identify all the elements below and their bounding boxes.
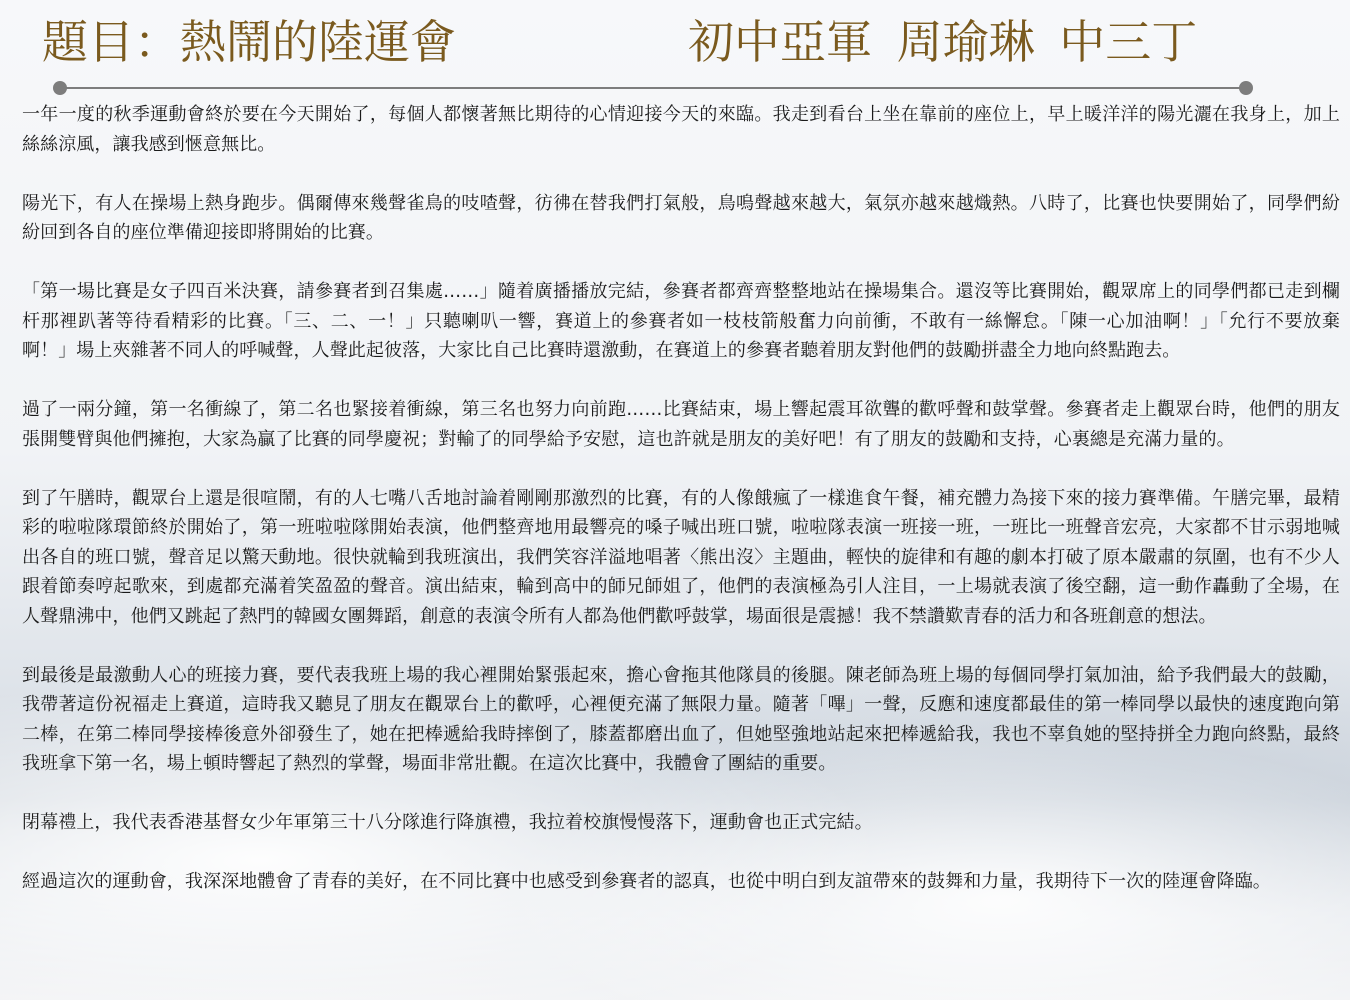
header (0, 0, 1350, 100)
essay-body (22, 100, 1340, 926)
paragraph-5: 到了午膳時，觀眾台上還是很喧鬧，有的人七嘴八舌地討論着剛剛那激烈的比賽，有的人像餓瘋了一樣進食午餐，補充體力為接下來的接力賽準備。午膳完畢，最精彩的啦啦隊環節終於開始了，第一班啦啦隊開始表演，他們整齊地用最響亮的嗓子喊出班口號，啦啦隊表演一班接一班，一班比一班聲音宏亮，大家都不甘示弱地喊出各自的班口號，聲音足以驚天動地。很快就輪到我班演出，我們笑容洋溢地唱著〈熊出沒〉主題曲，輕快的旋律和有趣的劇本打破了原本嚴肅的氛圍，也有不少人跟着節奏哼起歌來，到處都充滿着笑盈盈的聲音。演出結束，輪到高中的師兄師姐了，他們的表演極為引人注目，一上場就表演了後空翻，這一動作轟動了全場，在人聲鼎沸中，他們又跳起了熱門的韓國女團舞蹈，創意的表演令所有人都為他們歡呼鼓掌，場面很是震撼！我不禁讚歎青春的活力和各班創意的想法。 (22, 487, 1340, 627)
paragraph-4: 過了一兩分鐘，第一名衝線了，第二名也緊接着衝線，第三名也努力向前跑……比賽結束，場上響起震耳欲聾的歡呼聲和鼓掌聲。參賽者走上觀眾台時，他們的朋友張開雙臂與他們擁抱，大家為贏了比賽的同學慶祝；對輸了的同學給予安慰，這也許就是朋友的美好吧！有了朋友的鼓勵和支持，心裏總是充滿力量的。 (22, 399, 1340, 450)
essay-title: 題目：熱鬧的陸運會 (42, 15, 456, 69)
divider-right-dot (1239, 81, 1253, 95)
paragraph-3: 「第一場比賽是女子四百米決賽，請參賽者到召集處……」隨着廣播播放完結，參賽者都齊齊整整地站在操場集合。還沒等比賽開始，觀眾席上的同學們都已走到欄杆那裡趴著等待看精彩的比賽。「三、二、一！」只聽喇叭一響，賽道上的參賽者如一枝枝箭般奮力向前衝，不敢有一絲懈怠。「陳一心加油啊！」「允行不要放棄啊！」場上夾雜著不同人的呼喊聲，人聲此起彼落，大家比自己比賽時還激動，在賽道上的參賽者聽着朋友對他們的鼓勵拼盡全力地向終點跑去。 (22, 281, 1340, 361)
paragraph-6: 到最後是最激動人心的班接力賽，要代表我班上場的我心裡開始緊張起來，擔心會拖其他隊員的後腿。陳老師為班上場的每個同學打氣加油，給予我們最大的鼓勵，我帶著這份祝福走上賽道，這時我又聽見了朋友在觀眾台上的歡呼，心裡便充滿了無限力量。隨著「嗶」一聲，反應和速度都最佳的第一棒同學以最快的速度跑向第二棒，在第二棒同學接棒後意外卻發生了，她在把棒遞給我時摔倒了，膝蓋都磨出血了，但她堅強地站起來把棒遞給我，我也不辜負她的堅持拼全力跑向終點，最終我班拿下第一名，場上頓時響起了熱烈的掌聲，場面非常壯觀。在這次比賽中，我體會了團結的重要。 (22, 664, 1340, 774)
title-divider (60, 87, 1246, 89)
paragraph-2: 陽光下，有人在操場上熱身跑步。偶爾傳來幾聲雀鳥的吱喳聲，彷彿在替我們打氣般，鳥鳴聲越來越大，氣氛亦越來越熾熱。八時了，比賽也快要開始了，同學們紛紛回到各自的座位準備迎接即將開始的比賽。 (22, 192, 1340, 243)
paragraph-7: 閉幕禮上，我代表香港基督女少年軍第三十八分隊進行降旗禮，我拉着校旗慢慢落下，運動會也正式完結。 (22, 812, 873, 833)
paragraph-8: 經過這次的運動會，我深深地體會了青春的美好，在不同比賽中也感受到參賽者的認真，也從中明白到友誼帶來的鼓舞和力量，我期待下一次的陸運會降臨。 (22, 871, 1271, 892)
divider-left-dot (53, 81, 67, 95)
author-info: 初中亞軍 周瑜琳 中三丁 (688, 15, 1198, 69)
paragraph-1: 一年一度的秋季運動會終於要在今天開始了，每個人都懷著無比期待的心情迎接今天的來臨。我走到看台上坐在靠前的座位上，早上暖洋洋的陽光灑在我身上，加上絲絲涼風，讓我感到愜意無比。 (22, 104, 1340, 155)
